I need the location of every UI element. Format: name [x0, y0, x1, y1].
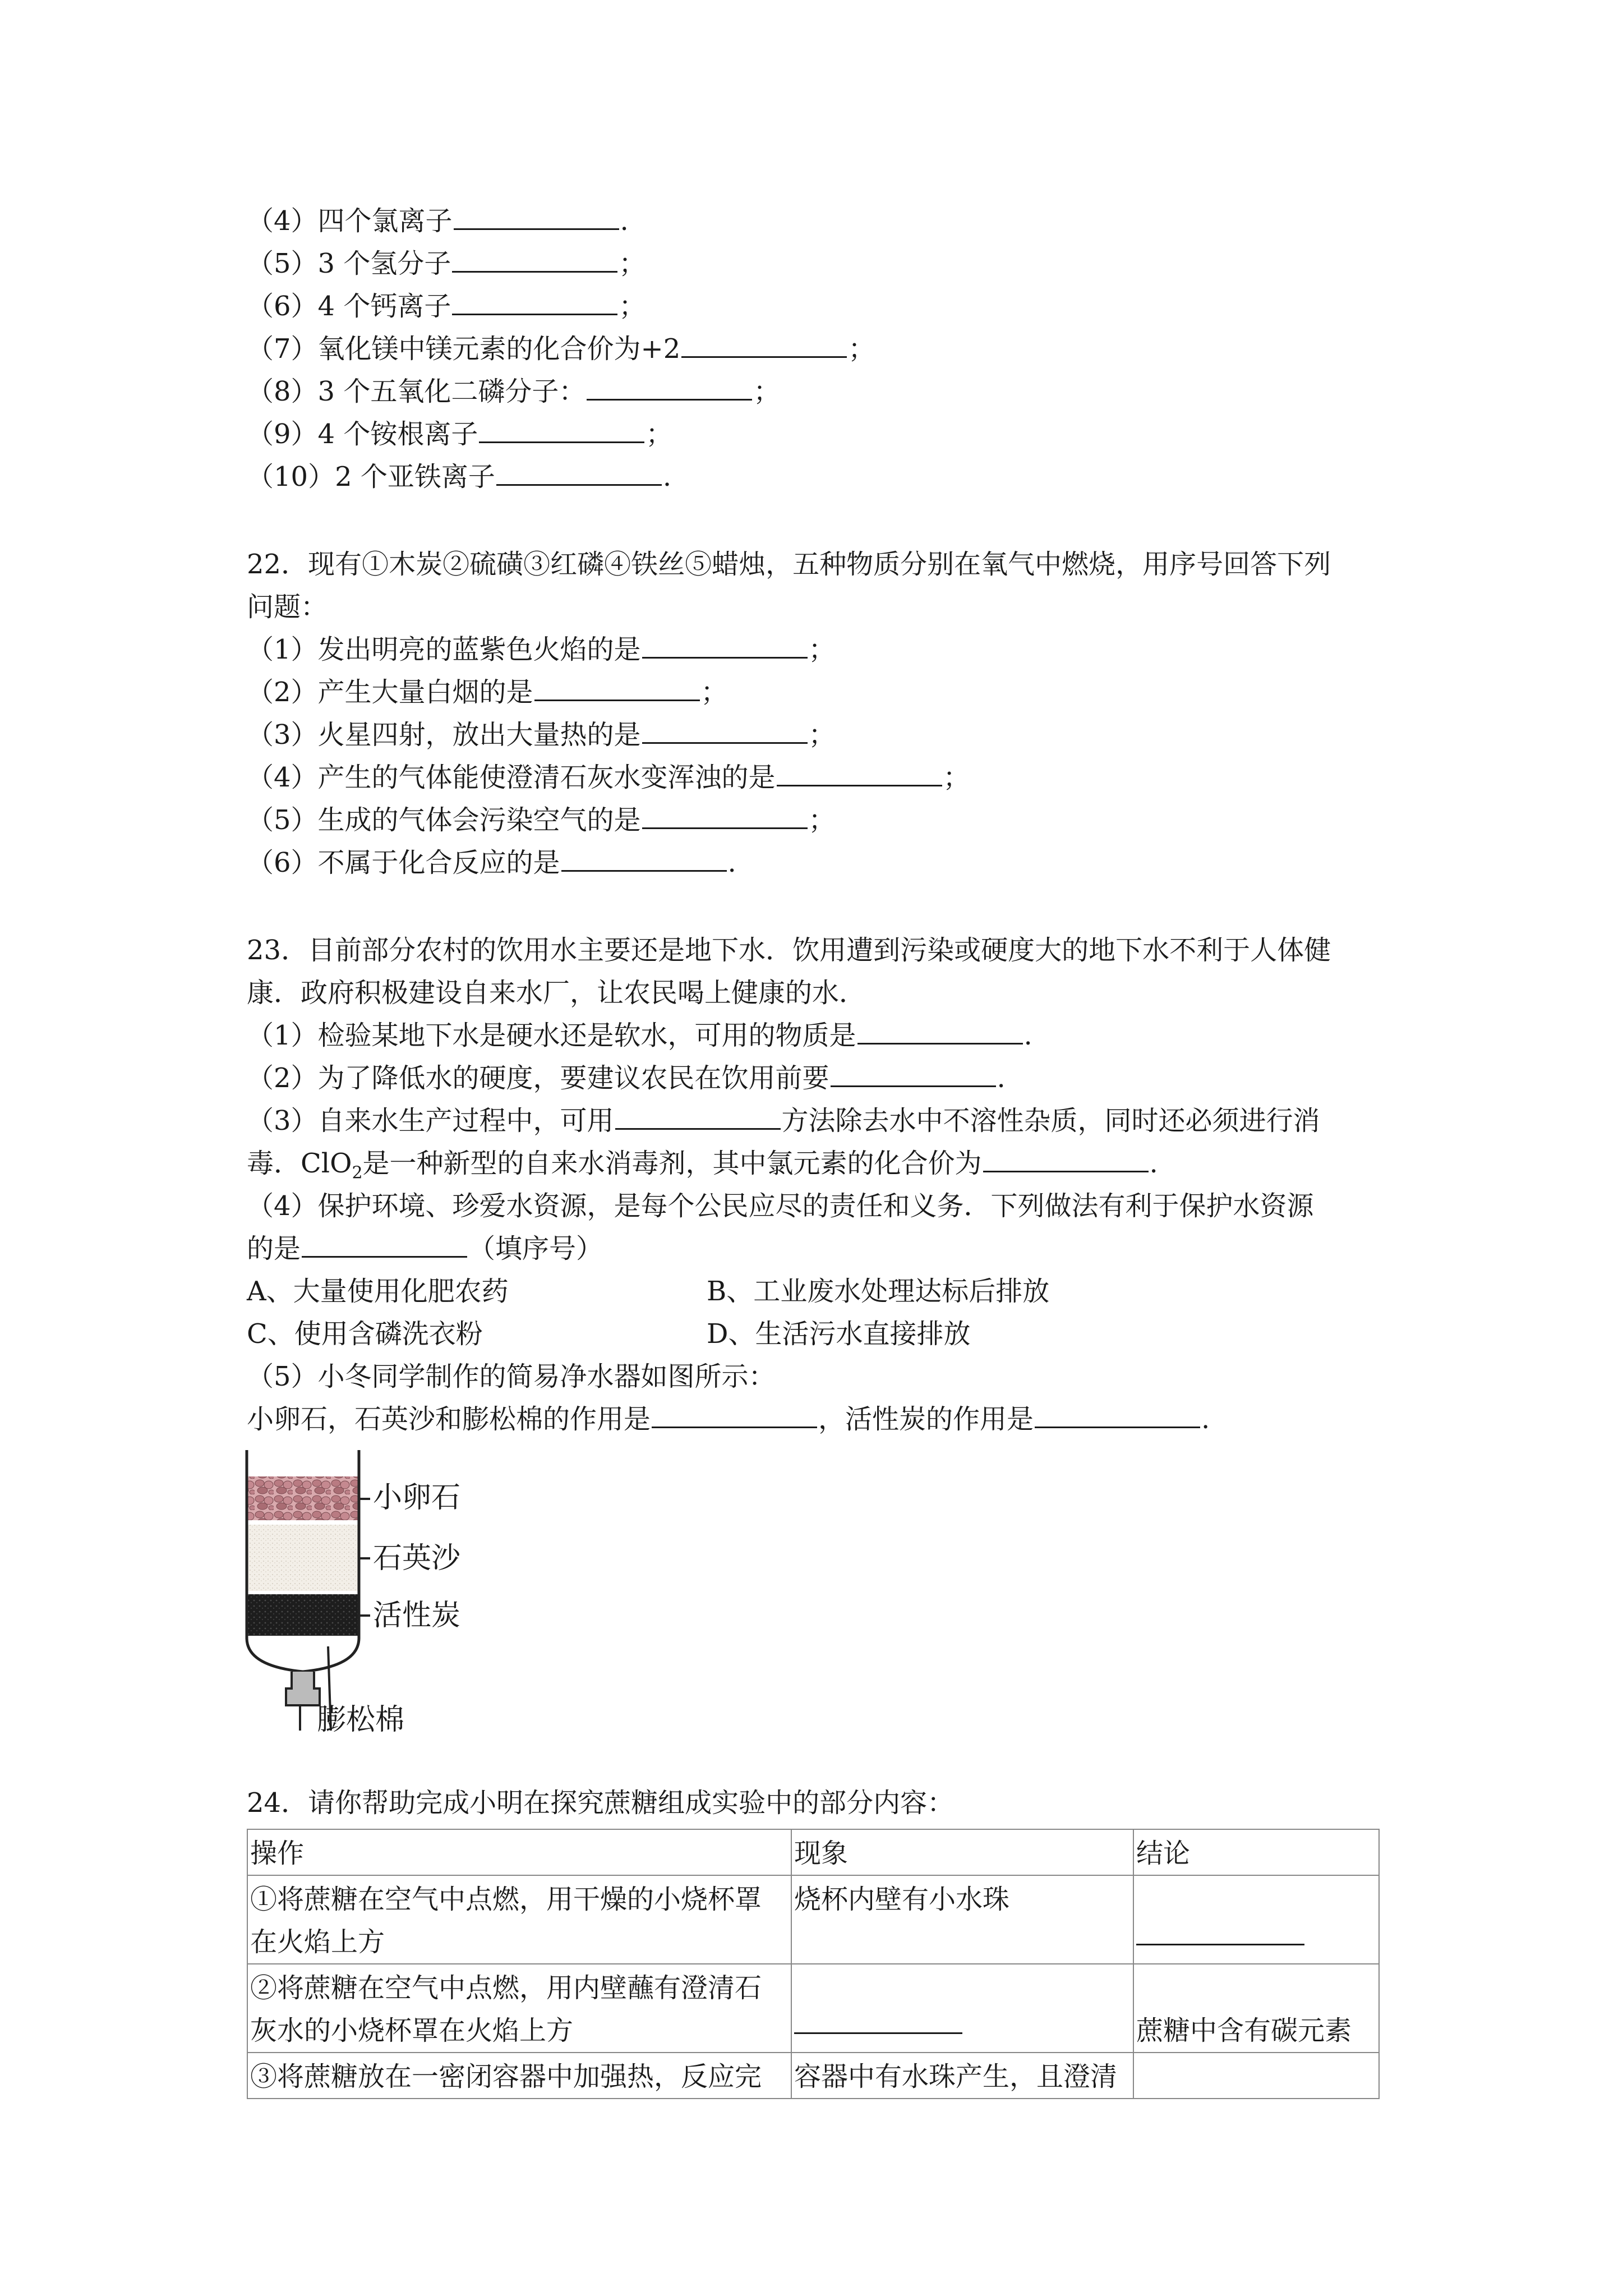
q23-part-4-line1: （4）保护环境、珍爱水资源，是每个公民应尽的责任和义务．下列做法有利于保护水资源 [247, 1190, 1314, 1222]
q21-item-8: （8）3 个五氧化二磷分子： ； [247, 370, 780, 413]
q23-stem-line2: 康．政府积极建设自来水厂，让农民喝上健康的水． [247, 977, 866, 1009]
q22-stem-line1: 22．现有①木炭②硫磺③红磷④铁丝⑤蜡烛，五种物质分别在氧气中燃烧，用序号回答下列 [247, 549, 1331, 580]
conclusion-cell: 蔗糖中含有碳元素 [1133, 1964, 1379, 2053]
q23-part-3: （3）自来水生产过程中，可用 方法除去水中不溶性杂质，同时还必须进行消 [247, 1099, 1320, 1142]
header-phenomenon: 现象 [791, 1829, 1133, 1875]
answer-blank[interactable] [452, 245, 617, 273]
pebble-layer [248, 1476, 358, 1520]
operation-cell: ③将蔗糖放在一密闭容器中加强热，反应完 [247, 2053, 791, 2099]
answer-blank[interactable] [479, 416, 644, 443]
answer-blank[interactable] [794, 2010, 962, 2034]
answer-blank[interactable] [642, 631, 808, 659]
q21-item-4: （4）四个氯离子 . [247, 200, 629, 242]
q21-item-5: （5）3 个氢分子 ； [247, 242, 645, 285]
answer-blank[interactable] [642, 802, 808, 829]
q22-item-2: （2）产生大量白烟的是 ； [247, 671, 728, 714]
q23-part-5: （5）小冬同学制作的简易净水器如图所示： [247, 1361, 776, 1392]
answer-blank[interactable] [561, 844, 727, 872]
answer-blank[interactable] [857, 1017, 1023, 1045]
q23-stem-line1: 23．目前部分农村的饮用水主要还是地下水．饮用遭到污染或硬度大的地下水不利于人体健 [247, 935, 1331, 966]
answer-blank[interactable] [681, 330, 847, 358]
q23-part-5-question: 小卵石，石英沙和膨松棉的作用是 ，活性炭的作用是 . [247, 1398, 1210, 1441]
q21-item-9: （9）4 个铵根离子 ； [247, 413, 672, 455]
q23-option-c: C、使用含磷洗衣粉 [247, 1318, 483, 1350]
answer-blank[interactable] [534, 674, 700, 701]
q22-item-1: （1）发出明亮的蓝紫色火焰的是 ； [247, 628, 836, 671]
water-filter-figure [236, 1447, 381, 1739]
answer-blank[interactable] [777, 759, 942, 786]
phenomenon-cell [791, 1964, 1133, 2053]
q22-item-6: （6）不属于化合反应的是 . [247, 841, 736, 884]
label-quartz-sand: 石英沙 [373, 1542, 461, 1575]
q23-part-1: （1）检验某地下水是硬水还是软水，可用的物质是 . [247, 1014, 1032, 1057]
answer-blank[interactable] [496, 458, 662, 486]
table-row [247, 1875, 1379, 1964]
answer-blank[interactable] [1136, 1921, 1304, 1945]
q22-item-4: （4）产生的气体能使澄清石灰水变浑浊的是 ； [247, 756, 970, 799]
q23-part-3-cont: 毒．ClO$_2$是一种新型的自来水消毒剂，其中氯元素的化合价为 . [247, 1142, 1158, 1185]
carbon-layer [248, 1594, 358, 1636]
label-cotton: 膨松棉 [317, 1703, 405, 1737]
conclusion-cell [1133, 2053, 1379, 2099]
answer-blank[interactable] [1035, 1401, 1200, 1428]
answer-blank[interactable] [831, 1060, 996, 1087]
header-operation: 操作 [247, 1829, 791, 1875]
q23-part-2: （2）为了降低水的硬度，要建议农民在饮用前要 . [247, 1057, 1006, 1099]
phenomenon-cell: 容器中有水珠产生，且澄清 [791, 2053, 1133, 2099]
outlet-nozzle [286, 1672, 320, 1705]
q23-option-b: B、工业废水处理达标后排放 [707, 1276, 1050, 1307]
operation-cell: ①将蔗糖在空气中点燃，用干燥的小烧杯罩 在火焰上方 [247, 1875, 791, 1964]
table-row [247, 1964, 1379, 2053]
label-activated-carbon: 活性炭 [373, 1599, 461, 1632]
q21-item-10: （10）2 个亚铁离子 . [247, 455, 671, 498]
q24-stem: 24．请你帮助完成小明在探究蔗糖组成实验中的部分内容： [247, 1787, 955, 1819]
label-pebbles: 小卵石 [373, 1481, 461, 1515]
table-header-row [247, 1829, 1379, 1875]
q22-item-5: （5）生成的气体会污染空气的是 ； [247, 799, 836, 841]
phenomenon-cell: 烧杯内壁有小水珠 [791, 1875, 1133, 1964]
q23-option-d: D、生活污水直接排放 [707, 1318, 971, 1350]
q22-stem-line2: 问题： [247, 591, 328, 623]
q23-option-a: A、大量使用化肥农药 [247, 1276, 509, 1307]
q22-item-3: （3）火星四射，放出大量热的是 ； [247, 714, 836, 756]
table-row [247, 2053, 1379, 2099]
q23-part-4-line2: 的是 （填序号） [247, 1227, 603, 1270]
q21-item-7: （7）氧化镁中镁元素的化合价为+2 ； [247, 328, 875, 370]
experiment-table [247, 1829, 1380, 2099]
operation-cell: ②将蔗糖在空气中点燃，用内壁蘸有澄清石 灰水的小烧杯罩在火焰上方 [247, 1964, 791, 2053]
answer-blank[interactable] [454, 203, 619, 230]
answer-blank[interactable] [642, 716, 808, 744]
conclusion-cell [1133, 1875, 1379, 1964]
answer-blank[interactable] [652, 1401, 817, 1428]
q21-item-6: （6）4 个钙离子 ； [247, 285, 645, 328]
answer-blank[interactable] [452, 288, 617, 315]
answer-blank[interactable] [587, 373, 752, 401]
answer-blank[interactable] [302, 1230, 467, 1258]
header-conclusion: 结论 [1133, 1829, 1379, 1875]
sand-layer [248, 1525, 358, 1591]
answer-blank[interactable] [615, 1102, 781, 1130]
answer-blank[interactable] [983, 1145, 1149, 1172]
